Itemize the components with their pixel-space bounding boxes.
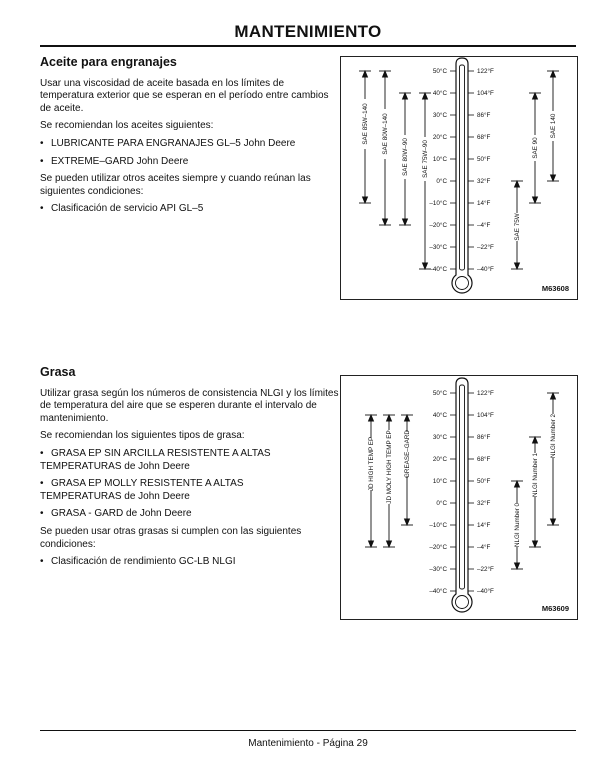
celsius-label: 40°C <box>432 90 447 97</box>
celsius-label: 30°C <box>432 434 447 441</box>
grade-label: SAE 80W–140 <box>382 113 390 155</box>
celsius-label: –40°C <box>429 266 447 273</box>
celsius-label: 10°C <box>432 156 447 163</box>
celsius-label: 50°C <box>432 390 447 397</box>
fahrenheit-label: –40°F <box>477 588 494 595</box>
fahrenheit-label: 50°F <box>477 478 491 485</box>
fahrenheit-label: 104°F <box>477 90 494 97</box>
grease-condition-item: • Clasificación de rendimiento GC-LB NLGI <box>40 556 340 569</box>
grease-other: Se pueden usar otras grasas si cumplen con las siguientes condiciones: <box>40 525 302 550</box>
thermometer-icon <box>450 58 474 293</box>
grease-section <box>40 366 340 574</box>
fahrenheit-label: 68°F <box>477 134 491 141</box>
fahrenheit-label: 68°F <box>477 456 491 463</box>
celsius-label: 30°C <box>432 112 447 119</box>
grade-label: GREASE–GARD <box>404 430 412 478</box>
celsius-label: –10°C <box>429 522 447 529</box>
fahrenheit-label: 104°F <box>477 412 494 419</box>
fahrenheit-label: –22°F <box>477 244 494 251</box>
grease-recommend: Se recomiendan los siguientes tipos de grasa: <box>40 430 245 442</box>
grade-label: SAE 140 <box>550 113 558 139</box>
grease-temperature-chart <box>340 375 578 620</box>
celsius-label: 50°C <box>432 68 447 75</box>
figure-code: M63609 <box>541 604 569 613</box>
celsius-label: –40°C <box>429 588 447 595</box>
grease-list <box>40 448 340 521</box>
thermometer-icon <box>450 378 474 612</box>
celsius-label: –10°C <box>429 200 447 207</box>
fahrenheit-label: 86°F <box>477 434 491 441</box>
oil-condition-item: • Clasificación de servicio API GL–5 <box>40 203 340 216</box>
oil-heading: Aceite para engranajes <box>40 55 177 69</box>
grade-label: SAE 75W–90 <box>422 140 430 178</box>
celsius-label: 0°C <box>436 178 447 185</box>
grade-label: NLGI Number 2 <box>550 413 558 459</box>
oil-temperature-chart <box>340 56 578 300</box>
celsius-label: –30°C <box>429 244 447 251</box>
oil-list-item: • EXTREME–GARD John Deere <box>40 156 340 169</box>
grade-label: SAE 80W–90 <box>402 138 410 176</box>
page-footer: Mantenimiento - Página 29 <box>248 738 368 749</box>
oil-list-item: • LUBRICANTE PARA ENGRANAJES GL–5 John Deere <box>40 138 340 151</box>
grade-label: JD MOLY HIGH TEMP EP <box>386 430 394 504</box>
celsius-label: 20°C <box>432 456 447 463</box>
grade-label: SAE 90 <box>532 137 540 159</box>
fahrenheit-label: –40°F <box>477 266 494 273</box>
fahrenheit-label: –4°F <box>477 544 491 551</box>
oil-conditions <box>40 203 340 216</box>
celsius-label: 0°C <box>436 500 447 507</box>
fahrenheit-label: 32°F <box>477 500 491 507</box>
grease-list-item: • GRASA EP MOLLY RESISTENTE A ALTAS TEMPERATURAS de John Deere <box>40 478 340 503</box>
fahrenheit-label: –22°F <box>477 566 494 573</box>
oil-section <box>40 56 340 221</box>
fahrenheit-label: 14°F <box>477 200 491 207</box>
footer-rule <box>40 730 576 731</box>
celsius-label: 10°C <box>432 478 447 485</box>
fahrenheit-label: 122°F <box>477 390 494 397</box>
fahrenheit-label: 50°F <box>477 156 491 163</box>
grade-label: NLGI Number 1 <box>532 452 540 498</box>
oil-list <box>40 138 340 168</box>
grease-heading: Grasa <box>40 365 76 379</box>
oil-intro: Usar una viscosidad de aceite basada en los límites de temperatura exterior que se esperan en el período entre cambios de aceite. <box>40 77 329 114</box>
fahrenheit-label: 86°F <box>477 112 491 119</box>
fahrenheit-label: –4°F <box>477 222 491 229</box>
figure-code: M63608 <box>541 284 569 293</box>
celsius-label: 40°C <box>432 412 447 419</box>
grease-list-item: • GRASA EP SIN ARCILLA RESISTENTE A ALTAS TEMPERATURAS de John Deere <box>40 448 340 473</box>
grade-label: NLGI Number 0 <box>514 502 522 548</box>
page-title: MANTENIMIENTO <box>234 22 382 41</box>
celsius-label: 20°C <box>432 134 447 141</box>
oil-recommend: Se recomiendan los aceites siguientes: <box>40 120 214 132</box>
title-rule <box>40 45 576 47</box>
grease-list-item: • GRASA - GARD de John Deere <box>40 508 340 521</box>
fahrenheit-label: 14°F <box>477 522 491 529</box>
grease-intro: Utilizar grasa según los números de consistencia NLGI y los límites de temperatura del aire que se esperen durante el intervalo de mantenimiento. <box>40 387 339 424</box>
grade-label: JD HIGH TEMP EP <box>368 436 376 492</box>
grade-label: SAE 75W <box>514 213 522 241</box>
fahrenheit-label: 122°F <box>477 68 494 75</box>
fahrenheit-label: 32°F <box>477 178 491 185</box>
celsius-label: –30°C <box>429 566 447 573</box>
celsius-label: –20°C <box>429 222 447 229</box>
celsius-label: –20°C <box>429 544 447 551</box>
grease-conditions <box>40 556 340 569</box>
oil-other: Se pueden utilizar otros aceites siempre y cuando reúnan las siguientes condiciones: <box>40 173 311 197</box>
grade-label: SAE 85W–140 <box>362 103 370 145</box>
